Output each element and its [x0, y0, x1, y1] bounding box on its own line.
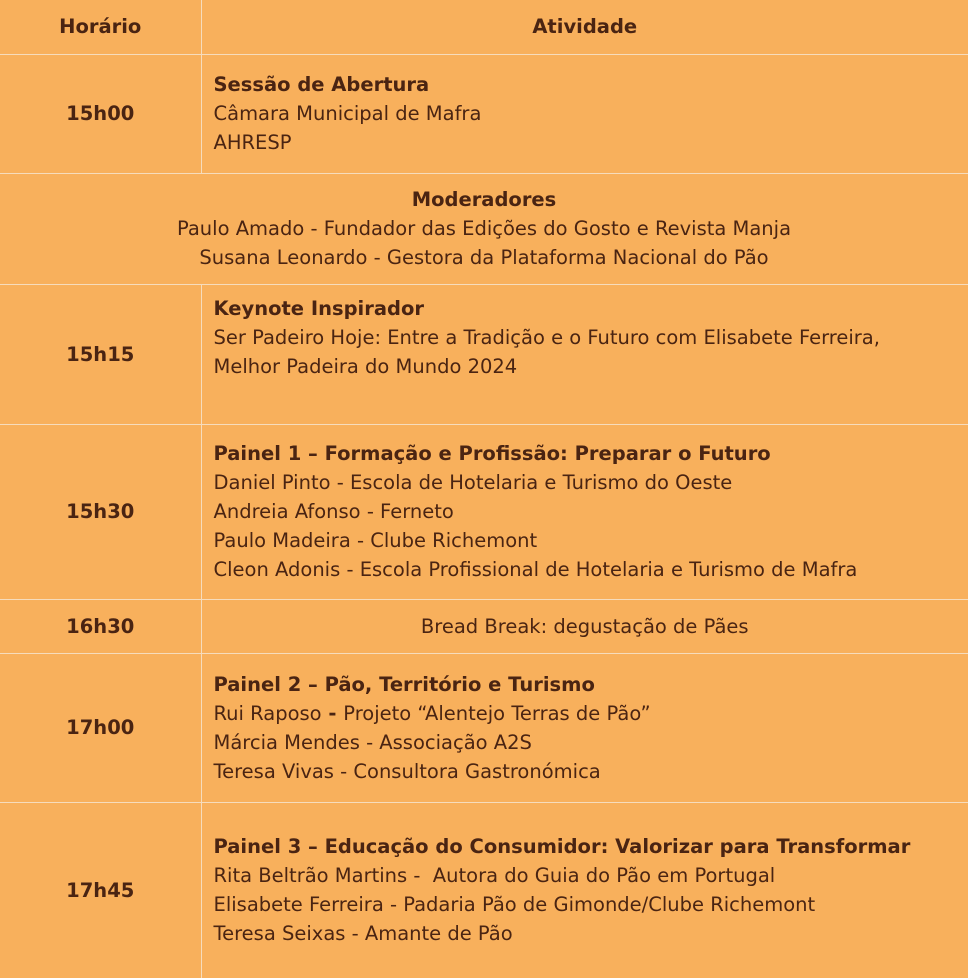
participant-line: Teresa Vivas - Consultora Gastronómica: [213, 759, 601, 783]
participant-line: AHRESP: [213, 131, 292, 154]
participant-line: Câmara Municipal de Mafra: [213, 102, 482, 125]
activity-cell: Bread Break: degustação de Pães: [201, 599, 968, 653]
table-row: [0, 599, 968, 653]
activity-cell: [201, 284, 968, 424]
time-cell: 16h30: [0, 599, 201, 653]
participant-line: Cleon Adonis - Escola Profissional de Hotelaria e Turismo de Mafra: [213, 558, 858, 581]
description-line: Ser Padeiro Hoje: Entre a Tradição e o Futuro com Elisabete Ferreira,: [213, 325, 880, 349]
table-row: [0, 802, 968, 978]
moderator-line: Susana Leonardo - Gestora da Plataforma Nacional do Pão: [199, 246, 769, 269]
header-time: Horário: [0, 0, 201, 54]
time-cell: 15h30: [0, 424, 201, 599]
participant-line: Teresa Seixas - Amante de Pão: [213, 922, 513, 946]
session-title: Painel 2 – Pão, Território e Turismo: [213, 672, 595, 696]
time-cell: 15h00: [0, 54, 201, 173]
participant-line: Andreia Afonso - Ferneto: [213, 500, 454, 523]
participant-line: [214, 699, 961, 728]
separator-dash: -: [321, 701, 344, 725]
table-row: [0, 424, 968, 599]
session-title: Keynote Inspirador: [213, 296, 424, 320]
activity-cell: [201, 802, 968, 978]
moderators-cell: [0, 173, 968, 284]
moderator-line: Paulo Amado - Fundador das Edições do Gosto e Revista Manja: [176, 217, 792, 240]
session-title: Painel 1 – Formação e Profissão: Preparar o Futuro: [213, 442, 771, 465]
participant-line: Márcia Mendes - Associação A2S: [213, 730, 532, 754]
table-row: [0, 173, 968, 284]
time-cell: 17h45: [0, 802, 201, 978]
participant-line: Daniel Pinto - Escola de Hotelaria e Turismo do Oeste: [213, 471, 733, 494]
description-line: Melhor Padeira do Mundo 2024: [213, 354, 518, 378]
participant-line: Rita Beltrão Martins - Autora do Guia do Pão em Portugal: [213, 864, 776, 888]
table-row: [0, 653, 968, 802]
participant-role: Projeto “Alentejo Terras de Pão”: [343, 701, 651, 725]
session-title: Painel 3 – Educação do Consumidor: Valorizar para Transformar: [213, 835, 911, 859]
activity-cell: [201, 424, 968, 599]
header-row: [0, 0, 968, 54]
participant-name: Rui Raposo: [213, 701, 322, 725]
header-activity: Atividade: [201, 0, 968, 54]
time-cell: 15h15: [0, 284, 201, 424]
table-row: [0, 54, 968, 173]
time-cell: 17h00: [0, 653, 201, 802]
activity-cell: [201, 54, 968, 173]
table-row: [0, 284, 968, 424]
session-title: Sessão de Abertura: [213, 73, 430, 96]
participant-line: Paulo Madeira - Clube Richemont: [213, 529, 538, 552]
participant-line: Elisabete Ferreira - Padaria Pão de Gimonde/Clube Richemont: [213, 893, 816, 917]
activity-cell: [201, 653, 968, 802]
moderators-title: Moderadores: [411, 188, 557, 211]
